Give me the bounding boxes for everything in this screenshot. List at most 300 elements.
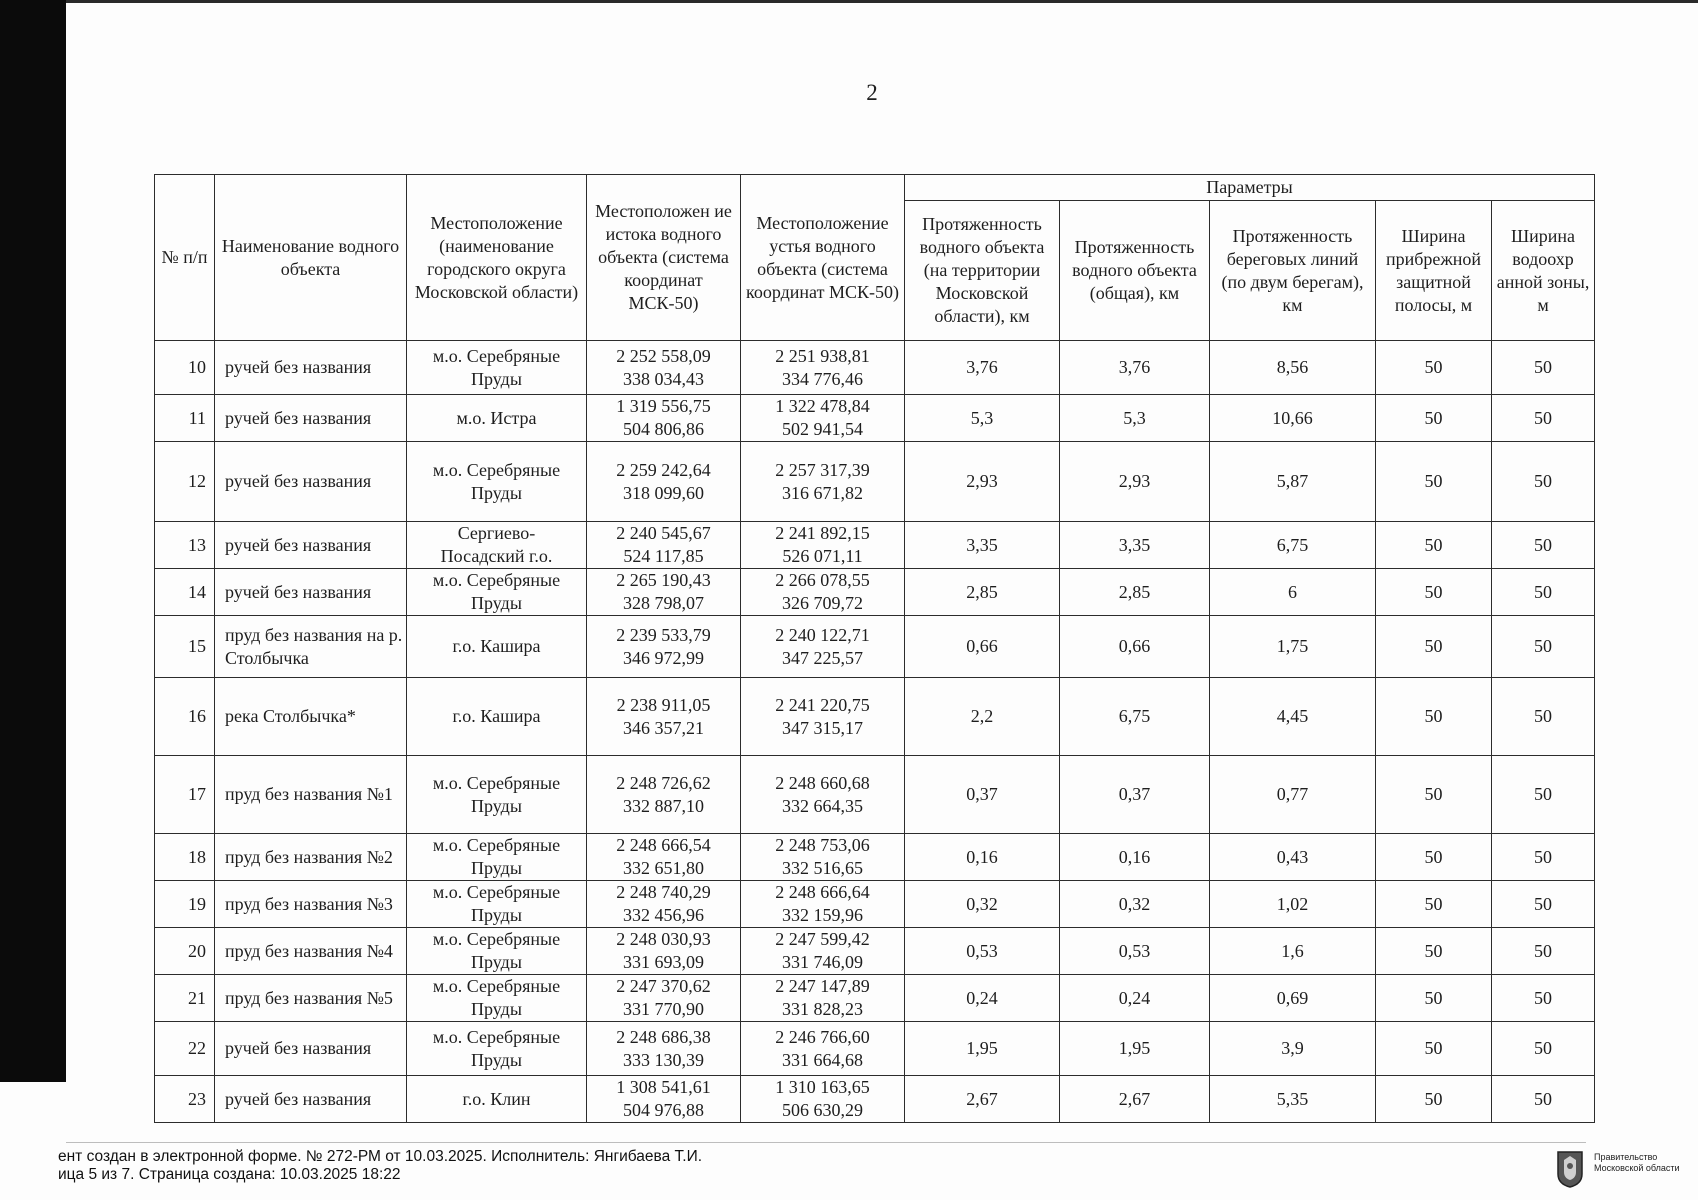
cell-shore-length <box>1210 522 1376 569</box>
cell-protect-width <box>1492 569 1595 616</box>
table-body <box>155 341 1595 1123</box>
cell-mouth-coords <box>741 1076 905 1123</box>
cell-location-text: г.о. Клин <box>462 1088 531 1109</box>
cell-source-coords-text: 331 693,09 <box>623 952 704 972</box>
header-parameters: Параметры <box>905 175 1595 201</box>
cell-num <box>155 1076 215 1123</box>
cell-coastal-width <box>1376 834 1492 881</box>
cell-location-text: Пруды <box>471 795 522 816</box>
cell-name-text: ручей без названия <box>225 581 372 602</box>
cell-mouth-coords-text: 1 310 163,65 <box>775 1077 870 1097</box>
cell-mouth-coords <box>741 395 905 442</box>
cell-num <box>155 1022 215 1076</box>
cell-mouth-coords-text: 347 315,17 <box>782 717 863 738</box>
cell-num <box>155 881 215 928</box>
cell-location <box>407 678 587 756</box>
cell-name-text: ручей без названия <box>225 471 372 491</box>
cell-shore-length <box>1210 616 1376 678</box>
cell-name-text: пруд без названия на р. Столбычка <box>225 624 403 668</box>
cell-length-total <box>1060 442 1210 522</box>
cell-shore-length-text: 1,02 <box>1276 893 1309 914</box>
cell-length-region <box>905 616 1060 678</box>
water-objects-table <box>154 174 1595 1123</box>
cell-length-total-text: 0,16 <box>1118 846 1151 867</box>
cell-protect-width-text: 50 <box>1534 940 1553 961</box>
cell-protect-width-text: 50 <box>1534 893 1553 914</box>
cell-num-text: 21 <box>188 987 206 1008</box>
cell-source-coords-text: 333 130,39 <box>623 1049 704 1070</box>
cell-protect-width <box>1492 881 1595 928</box>
cell-location <box>407 756 587 834</box>
cell-source-coords-text: 331 770,90 <box>623 999 704 1019</box>
cell-coastal-width <box>1376 756 1492 834</box>
cell-length-total-text: 0,32 <box>1118 893 1151 914</box>
cell-protect-width <box>1492 756 1595 834</box>
cell-length-total <box>1060 522 1210 569</box>
cell-location-text: м.о. Серебряные <box>432 835 561 855</box>
cell-length-region <box>905 678 1060 756</box>
cell-shore-length <box>1210 341 1376 395</box>
cell-name <box>215 395 407 442</box>
cell-name <box>215 678 407 756</box>
cell-mouth-coords-text: 506 630,29 <box>782 1100 863 1120</box>
cell-length-region-text: 1,95 <box>966 1038 998 1058</box>
cell-protect-width-text: 50 <box>1534 846 1553 867</box>
cell-coastal-width-text: 50 <box>1424 1038 1443 1058</box>
cell-length-total-text: 2,67 <box>1118 1088 1151 1109</box>
cell-mouth-coords-text: 326 709,72 <box>782 593 863 613</box>
cell-length-region <box>905 834 1060 881</box>
cell-protect-width <box>1492 678 1595 756</box>
cell-shore-length-text: 5,35 <box>1276 1088 1309 1109</box>
cell-location-text: Пруды <box>471 482 522 503</box>
cell-protect-width <box>1492 442 1595 522</box>
cell-coastal-width <box>1376 881 1492 928</box>
cell-protect-width <box>1492 395 1595 442</box>
cell-source-coords-text: 2 248 740,29 <box>616 882 711 902</box>
cell-name-text: река Столбычка* <box>225 706 356 726</box>
cell-location-text: м.о. Серебряные <box>432 929 561 949</box>
cell-source-coords <box>587 678 741 756</box>
cell-num <box>155 569 215 616</box>
cell-shore-length-text: 1,75 <box>1276 636 1309 656</box>
moscow-region-emblem-icon <box>1556 1148 1584 1188</box>
cell-num-text: 16 <box>188 706 206 726</box>
cell-mouth-coords-text: 2 251 938,81 <box>775 345 870 366</box>
cell-mouth-coords-text: 334 776,46 <box>782 368 863 389</box>
cell-mouth-coords-text: 2 257 317,39 <box>775 459 870 480</box>
footer-line-2: ица 5 из 7. Страница создана: 10.03.2025 18:22 <box>58 1166 401 1183</box>
cell-mouth-coords <box>741 881 905 928</box>
cell-coastal-width <box>1376 975 1492 1022</box>
cell-length-total-text: 6,75 <box>1118 706 1151 726</box>
cell-coastal-width <box>1376 928 1492 975</box>
cell-protect-width-text: 50 <box>1534 1038 1553 1058</box>
cell-source-coords-text: 2 248 030,93 <box>616 929 711 949</box>
cell-num-text: 18 <box>188 846 206 867</box>
cell-source-coords <box>587 928 741 975</box>
cell-shore-length-text: 10,66 <box>1272 407 1313 428</box>
cell-length-region <box>905 756 1060 834</box>
cell-coastal-width-text: 50 <box>1424 1088 1443 1109</box>
table-row <box>155 834 1595 881</box>
cell-location-text: Пруды <box>471 368 522 389</box>
cell-length-region-text: 3,35 <box>966 534 998 555</box>
cell-protect-width-text: 50 <box>1534 357 1553 377</box>
cell-source-coords-text: 524 117,85 <box>623 546 704 566</box>
cell-source-coords-text: 504 976,88 <box>623 1100 704 1120</box>
cell-length-region <box>905 881 1060 928</box>
cell-mouth-coords-text: 332 159,96 <box>782 905 863 925</box>
cell-source-coords-text: 2 240 545,67 <box>616 523 711 543</box>
cell-length-region-text: 2,67 <box>966 1088 998 1109</box>
cell-num-text: 12 <box>188 471 206 491</box>
cell-mouth-coords-text: 2 241 892,15 <box>775 523 870 543</box>
cell-location <box>407 442 587 522</box>
page-number: 2 <box>866 80 878 105</box>
cell-source-coords-text: 332 651,80 <box>623 858 704 878</box>
cell-coastal-width-text: 50 <box>1424 706 1443 726</box>
cell-protect-width <box>1492 975 1595 1022</box>
cell-name-text: ручей без названия <box>225 1088 372 1109</box>
cell-location <box>407 834 587 881</box>
cell-num-text: 15 <box>188 636 206 656</box>
cell-location-text: Пруды <box>471 999 522 1019</box>
cell-mouth-coords-text: 316 671,82 <box>782 482 863 503</box>
cell-length-region-text: 2,93 <box>966 471 998 491</box>
cell-name-text: ручей без названия <box>225 534 372 555</box>
cell-num <box>155 341 215 395</box>
cell-protect-width-text: 50 <box>1534 636 1553 656</box>
cell-num <box>155 616 215 678</box>
cell-source-coords-text: 338 034,43 <box>623 368 704 389</box>
cell-protect-width-text: 50 <box>1534 706 1553 726</box>
cell-shore-length-text: 8,56 <box>1276 357 1309 377</box>
table-row <box>155 928 1595 975</box>
header-mouth: Местоположение устья водного объекта (система координат МСК-50) <box>741 175 905 341</box>
cell-source-coords <box>587 975 741 1022</box>
cell-location <box>407 1022 587 1076</box>
cell-num-text: 17 <box>188 784 206 804</box>
cell-mouth-coords-text: 2 246 766,60 <box>775 1026 870 1047</box>
cell-source-coords <box>587 1022 741 1076</box>
cell-protect-width <box>1492 928 1595 975</box>
cell-location <box>407 569 587 616</box>
cell-mouth-coords-text: 2 241 220,75 <box>775 694 870 715</box>
table-row <box>155 616 1595 678</box>
footer-divider <box>66 1142 1586 1143</box>
cell-location <box>407 975 587 1022</box>
cell-source-coords-text: 2 248 686,38 <box>616 1026 711 1047</box>
cell-shore-length <box>1210 756 1376 834</box>
cell-num <box>155 928 215 975</box>
cell-num-text: 10 <box>188 357 206 377</box>
cell-protect-width <box>1492 1022 1595 1076</box>
cell-shore-length-text: 0,43 <box>1276 846 1309 867</box>
cell-name-text: пруд без названия №2 <box>225 846 393 867</box>
cell-name <box>215 756 407 834</box>
cell-coastal-width-text: 50 <box>1424 357 1443 377</box>
cell-mouth-coords <box>741 756 905 834</box>
cell-length-total <box>1060 1022 1210 1076</box>
cell-name-text: пруд без названия №3 <box>225 893 393 914</box>
cell-source-coords <box>587 1076 741 1123</box>
cell-mouth-coords-text: 331 828,23 <box>782 999 863 1019</box>
cell-source-coords-text: 2 239 533,79 <box>616 624 711 645</box>
cell-shore-length <box>1210 442 1376 522</box>
cell-name <box>215 341 407 395</box>
cell-length-total <box>1060 395 1210 442</box>
cell-protect-width-text: 50 <box>1534 784 1553 804</box>
cell-location-text: Посадский г.о. <box>440 546 553 566</box>
cell-source-coords-text: 2 265 190,43 <box>616 570 711 590</box>
cell-length-total-text: 0,37 <box>1118 784 1151 804</box>
cell-num-text: 14 <box>188 581 206 602</box>
government-caption-line-2: Московской области <box>1594 1163 1680 1173</box>
cell-mouth-coords <box>741 522 905 569</box>
cell-location <box>407 1076 587 1123</box>
cell-num-text: 13 <box>188 534 206 555</box>
cell-source-coords-text: 504 806,86 <box>623 419 704 439</box>
cell-source-coords <box>587 881 741 928</box>
cell-location-text: м.о. Серебряные <box>432 459 561 480</box>
header-coastal-width: Ширина прибрежной защитной полосы, м <box>1376 201 1492 341</box>
cell-protect-width <box>1492 1076 1595 1123</box>
table-row <box>155 522 1595 569</box>
cell-source-coords <box>587 569 741 616</box>
cell-name <box>215 834 407 881</box>
cell-shore-length <box>1210 1022 1376 1076</box>
cell-coastal-width-text: 50 <box>1424 636 1443 656</box>
header-source: Местоположен ие истока водного объекта (система координат МСК-50) <box>587 175 741 341</box>
cell-name-text: ручей без названия <box>225 407 372 428</box>
cell-length-region-text: 3,76 <box>966 357 998 377</box>
cell-location-text: м.о. Серебряные <box>432 772 561 793</box>
cell-mouth-coords-text: 331 664,68 <box>782 1049 863 1070</box>
cell-length-region-text: 0,16 <box>966 846 998 867</box>
cell-source-coords-text: 318 099,60 <box>623 482 704 503</box>
table-header-row <box>155 175 1595 201</box>
scan-edge-gap <box>0 1082 66 1200</box>
cell-protect-width <box>1492 834 1595 881</box>
cell-coastal-width-text: 50 <box>1424 407 1443 428</box>
cell-location-text: Пруды <box>471 593 522 613</box>
table-row <box>155 1022 1595 1076</box>
cell-location <box>407 395 587 442</box>
cell-protect-width-text: 50 <box>1534 407 1553 428</box>
government-caption-line-1: Правительство <box>1594 1152 1658 1162</box>
cell-length-region-text: 0,53 <box>966 940 998 961</box>
cell-length-region <box>905 522 1060 569</box>
cell-num-text: 23 <box>188 1088 206 1109</box>
cell-mouth-coords-text: 2 240 122,71 <box>775 624 870 645</box>
cell-protect-width-text: 50 <box>1534 534 1553 555</box>
cell-length-region <box>905 569 1060 616</box>
cell-shore-length-text: 0,69 <box>1276 987 1309 1008</box>
header-location: Местоположение (наименование городского округа Московской области) <box>407 175 587 341</box>
cell-length-region-text: 0,24 <box>966 987 998 1008</box>
cell-coastal-width-text: 50 <box>1424 987 1443 1008</box>
header-protect-width: Ширина водоохр анной зоны, м <box>1492 201 1595 341</box>
cell-source-coords-text: 2 248 726,62 <box>616 772 711 793</box>
cell-coastal-width-text: 50 <box>1424 581 1443 602</box>
cell-mouth-coords <box>741 569 905 616</box>
table-row <box>155 881 1595 928</box>
cell-mouth-coords-text: 2 248 660,68 <box>775 772 870 793</box>
cell-mouth-coords-text: 526 071,11 <box>782 546 863 566</box>
header-len-total: Протяженность водного объекта (общая), км <box>1060 201 1210 341</box>
cell-num <box>155 756 215 834</box>
cell-mouth-coords-text: 332 664,35 <box>782 795 863 816</box>
cell-num-text: 22 <box>188 1038 206 1058</box>
table-row <box>155 756 1595 834</box>
cell-name <box>215 928 407 975</box>
cell-length-region-text: 5,3 <box>970 407 994 428</box>
cell-mouth-coords-text: 347 225,57 <box>782 647 863 668</box>
cell-coastal-width <box>1376 442 1492 522</box>
cell-source-coords <box>587 341 741 395</box>
cell-protect-width-text: 50 <box>1534 581 1553 602</box>
cell-source-coords <box>587 522 741 569</box>
cell-mouth-coords-text: 2 247 147,89 <box>775 976 870 996</box>
cell-length-total-text: 1,95 <box>1118 1038 1151 1058</box>
cell-protect-width <box>1492 616 1595 678</box>
cell-shore-length-text: 0,77 <box>1276 784 1309 804</box>
cell-source-coords-text: 1 319 556,75 <box>616 396 711 416</box>
cell-length-region <box>905 975 1060 1022</box>
cell-source-coords-text: 346 972,99 <box>623 647 704 668</box>
cell-name-text: пруд без названия №5 <box>225 987 393 1008</box>
cell-mouth-coords <box>741 1022 905 1076</box>
scan-edge-shadow <box>0 0 66 1200</box>
header-num: № п/п <box>155 175 215 341</box>
cell-shore-length <box>1210 834 1376 881</box>
cell-num <box>155 975 215 1022</box>
cell-protect-width-text: 50 <box>1534 987 1553 1008</box>
cell-length-total-text: 5,3 <box>1123 407 1146 428</box>
footer-line-1: ент создан в электронной форме. № 272-РМ от 10.03.2025. Исполнитель: Янгибаева Т.И. <box>58 1148 703 1165</box>
cell-num-text: 19 <box>188 893 206 914</box>
cell-mouth-coords <box>741 834 905 881</box>
cell-location <box>407 928 587 975</box>
cell-mouth-coords <box>741 341 905 395</box>
cell-source-coords <box>587 395 741 442</box>
cell-shore-length <box>1210 395 1376 442</box>
cell-mouth-coords-text: 2 248 666,64 <box>775 882 870 902</box>
cell-source-coords <box>587 756 741 834</box>
cell-location-text: м.о. Серебряные <box>432 882 561 902</box>
cell-length-total-text: 0,53 <box>1118 940 1151 961</box>
cell-length-region <box>905 1076 1060 1123</box>
cell-source-coords-text: 2 252 558,09 <box>616 345 711 366</box>
cell-length-total-text: 3,76 <box>1118 357 1151 377</box>
cell-length-total <box>1060 678 1210 756</box>
cell-coastal-width-text: 50 <box>1424 846 1443 867</box>
cell-mouth-coords <box>741 975 905 1022</box>
cell-name-text: ручей без названия <box>225 357 372 377</box>
cell-num <box>155 678 215 756</box>
cell-source-coords <box>587 834 741 881</box>
cell-length-region <box>905 442 1060 522</box>
cell-length-region <box>905 928 1060 975</box>
cell-coastal-width-text: 50 <box>1424 534 1443 555</box>
cell-length-total <box>1060 975 1210 1022</box>
cell-name <box>215 522 407 569</box>
table-row <box>155 678 1595 756</box>
cell-mouth-coords-text: 331 746,09 <box>782 952 863 972</box>
cell-name-text: пруд без названия №1 <box>225 784 393 804</box>
cell-coastal-width <box>1376 395 1492 442</box>
cell-shore-length <box>1210 1076 1376 1123</box>
cell-length-total <box>1060 928 1210 975</box>
cell-shore-length <box>1210 569 1376 616</box>
cell-protect-width-text: 50 <box>1534 1088 1553 1109</box>
cell-mouth-coords <box>741 616 905 678</box>
cell-coastal-width-text: 50 <box>1424 784 1443 804</box>
cell-length-total <box>1060 756 1210 834</box>
cell-location-text: м.о. Серебряные <box>432 1026 561 1047</box>
cell-location-text: Пруды <box>471 905 522 925</box>
cell-protect-width <box>1492 522 1595 569</box>
table-row <box>155 395 1595 442</box>
cell-length-total <box>1060 569 1210 616</box>
table-row <box>155 442 1595 522</box>
cell-name <box>215 975 407 1022</box>
cell-source-coords-text: 332 887,10 <box>623 795 704 816</box>
cell-length-total-text: 0,66 <box>1118 636 1151 656</box>
cell-source-coords-text: 332 456,96 <box>623 905 704 925</box>
cell-mouth-coords-text: 2 248 753,06 <box>775 835 870 855</box>
cell-location-text: Сергиево- <box>457 523 536 543</box>
cell-mouth-coords <box>741 678 905 756</box>
cell-shore-length-text: 6 <box>1288 581 1297 602</box>
cell-length-region <box>905 341 1060 395</box>
cell-num <box>155 522 215 569</box>
table-row <box>155 341 1595 395</box>
table-row <box>155 1076 1595 1123</box>
cell-source-coords-text: 2 247 370,62 <box>616 976 711 996</box>
cell-num <box>155 395 215 442</box>
cell-name <box>215 1076 407 1123</box>
cell-length-total <box>1060 834 1210 881</box>
table-row <box>155 569 1595 616</box>
cell-location-text: м.о. Серебряные <box>432 345 561 366</box>
cell-shore-length <box>1210 881 1376 928</box>
cell-source-coords <box>587 616 741 678</box>
cell-coastal-width-text: 50 <box>1424 940 1443 961</box>
cell-location-text: г.о. Кашира <box>452 706 541 726</box>
cell-protect-width <box>1492 341 1595 395</box>
header-name: Наименование водного объекта <box>215 175 407 341</box>
table-row <box>155 975 1595 1022</box>
cell-num-text: 20 <box>188 940 206 961</box>
cell-name <box>215 569 407 616</box>
cell-coastal-width <box>1376 1076 1492 1123</box>
scan-top-edge <box>66 0 1698 3</box>
cell-mouth-coords <box>741 928 905 975</box>
cell-length-total-text: 2,93 <box>1118 471 1151 491</box>
cell-length-total-text: 3,35 <box>1118 534 1151 555</box>
cell-shore-length-text: 1,6 <box>1281 940 1304 961</box>
header-shore-length: Протяженность береговых линий (по двум берегам), км <box>1210 201 1376 341</box>
government-caption <box>1594 1152 1680 1174</box>
cell-name-text: ручей без названия <box>225 1038 372 1058</box>
cell-location-text: Пруды <box>471 952 522 972</box>
cell-mouth-coords <box>741 442 905 522</box>
cell-num-text: 11 <box>188 407 206 428</box>
cell-location-text: м.о. Истра <box>456 407 537 428</box>
cell-location-text: м.о. Серебряные <box>432 570 561 590</box>
